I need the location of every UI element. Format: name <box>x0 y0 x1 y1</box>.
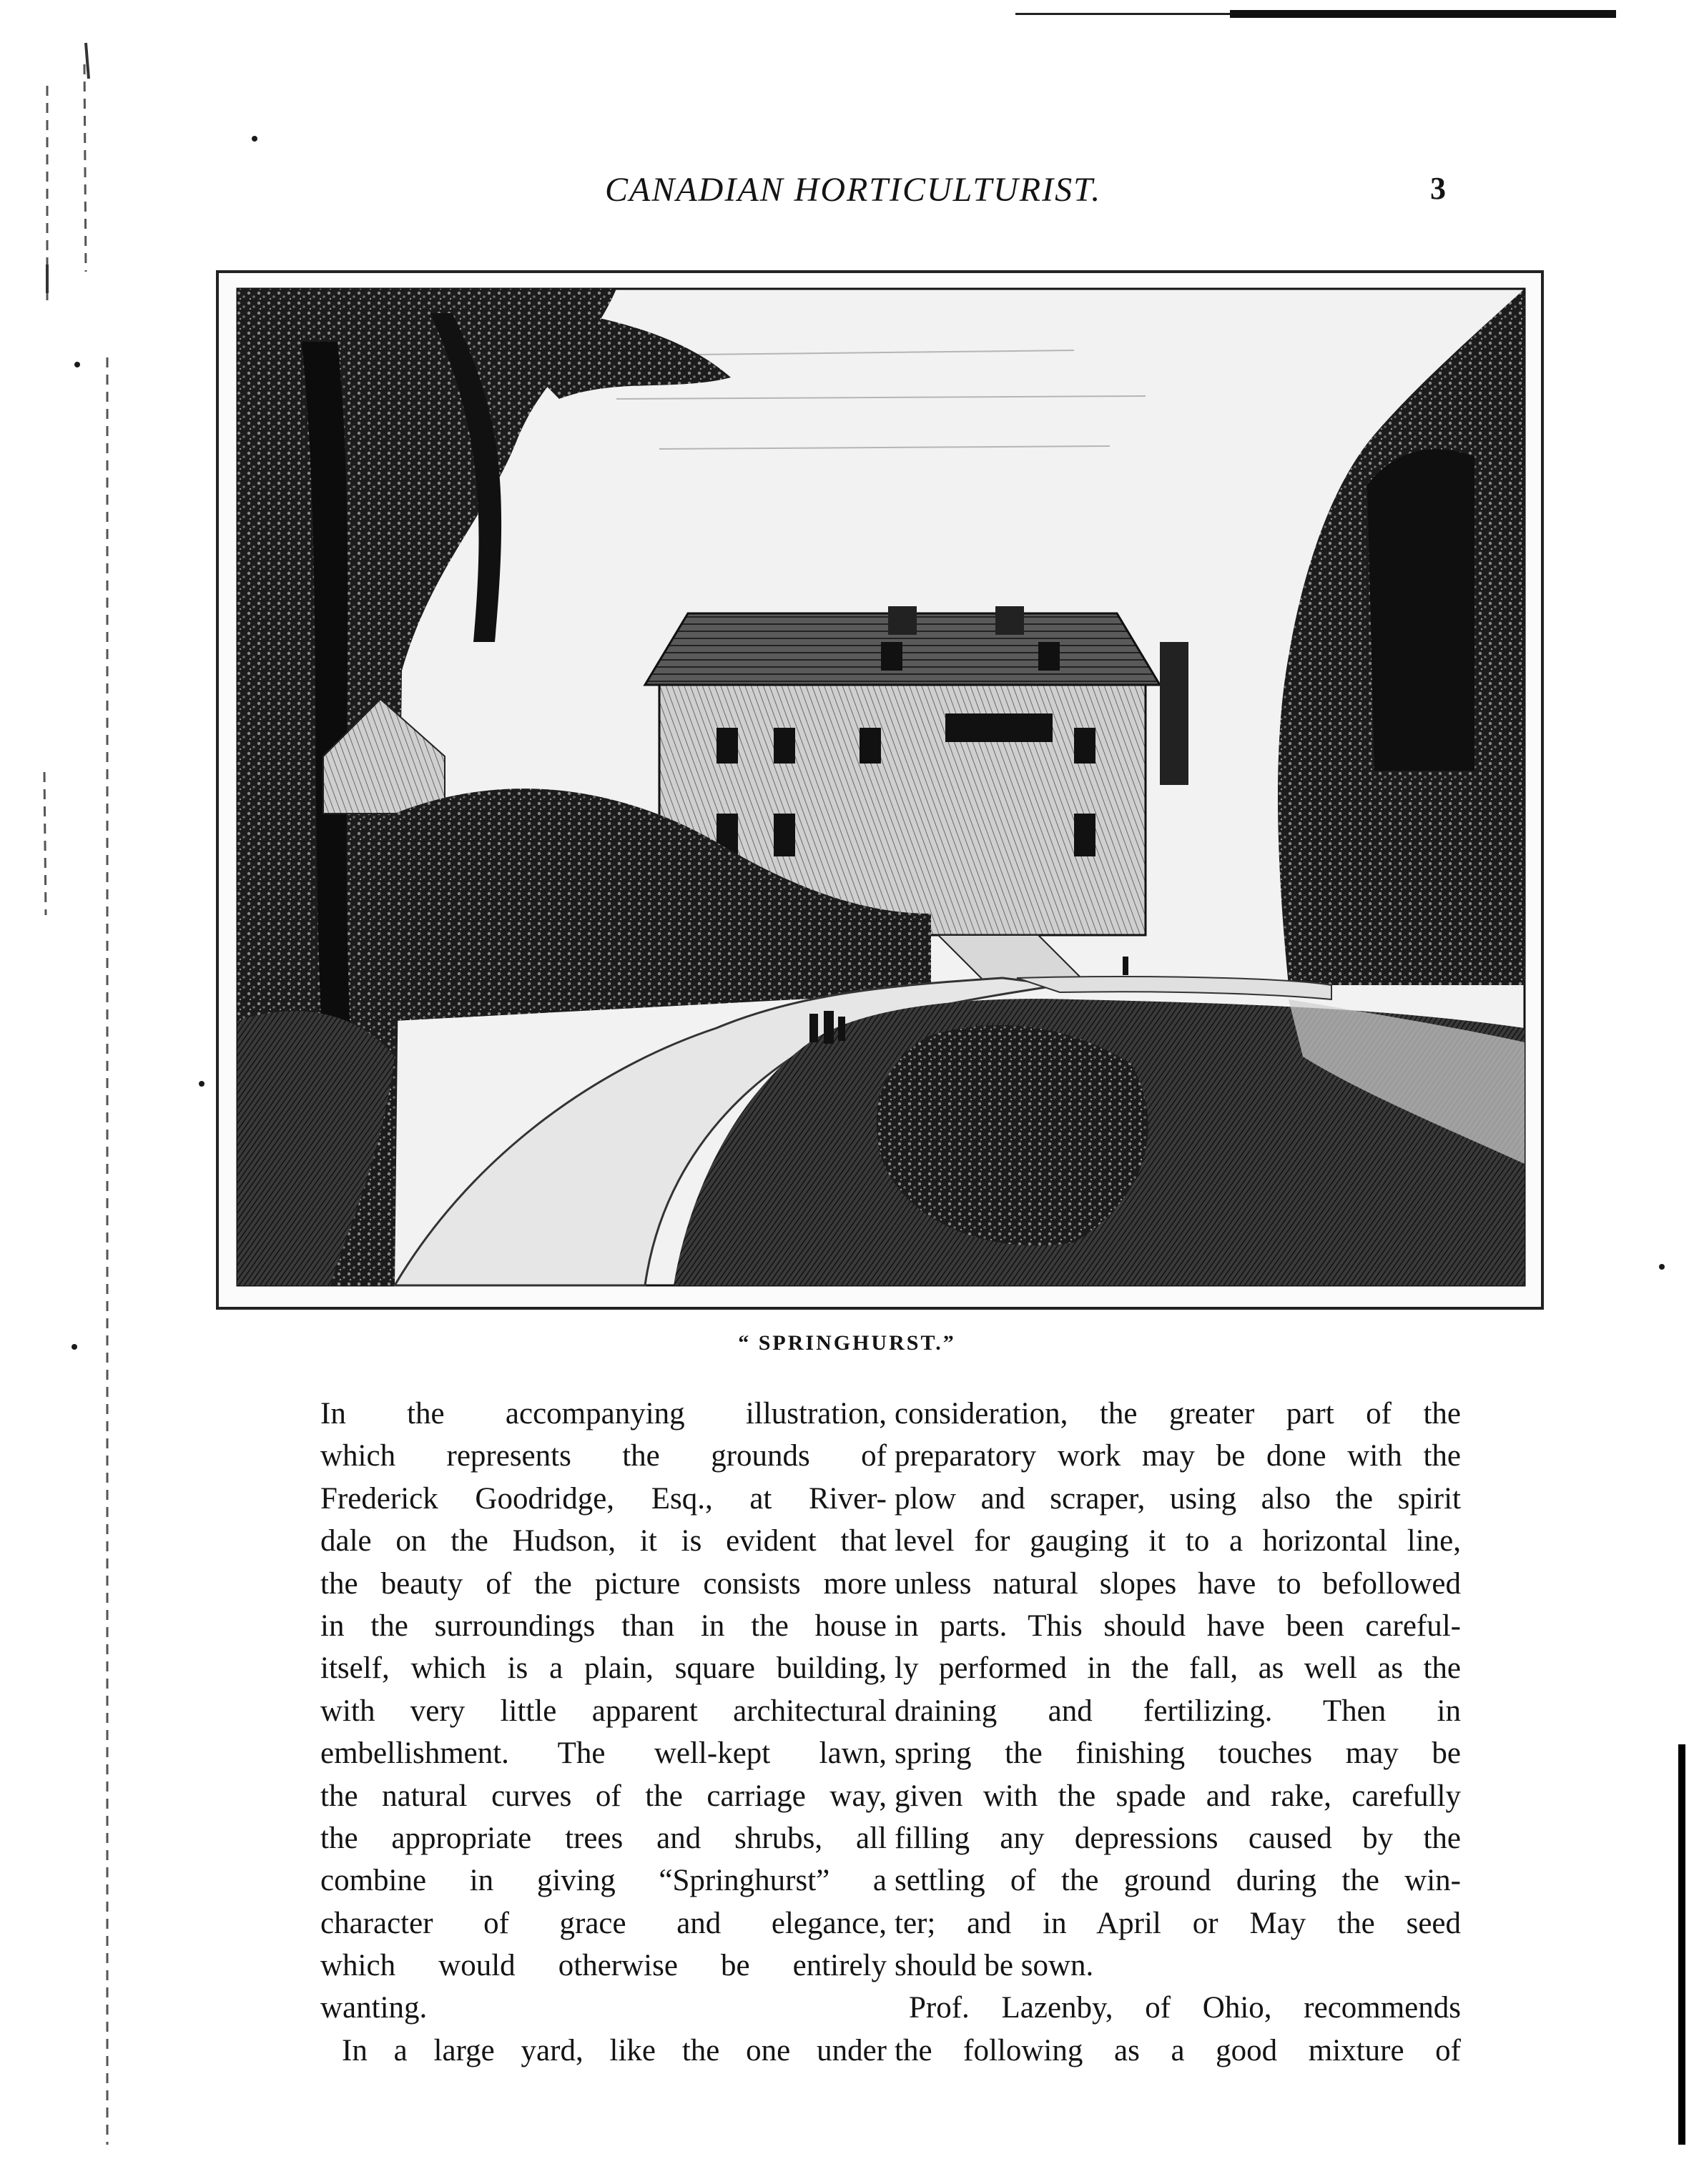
scan-edge-bar <box>1678 1744 1685 2145</box>
springhurst-engraving <box>216 270 1544 1310</box>
text-column-left <box>320 1393 887 2072</box>
text-line: the following as a good mixture of <box>895 2033 1461 2067</box>
text-line: settling of the ground during the win- <box>895 1864 1461 1898</box>
paragraph <box>320 1393 887 2030</box>
paragraph <box>895 1393 1461 1987</box>
scan-speck <box>199 1081 205 1087</box>
text-line: level for gauging it to a horizontal line, <box>895 1524 1461 1558</box>
text-line: spring the finishing touches may be <box>895 1736 1461 1771</box>
text-line: which would otherwise be entirely <box>320 1949 887 1983</box>
text-line: ly performed in the fall, as well as the <box>895 1651 1461 1686</box>
paragraph <box>320 2030 887 2072</box>
running-title: CANADIAN HORTICULTURIST. <box>605 171 1102 209</box>
text-column-right <box>895 1393 1461 2072</box>
text-line: consideration, the greater part of the <box>895 1397 1461 1431</box>
text-line: unless natural slopes have to befollowed <box>895 1566 1461 1601</box>
text-line: In the accompanying illustration, <box>320 1397 887 1431</box>
scan-speck <box>74 362 80 367</box>
running-head <box>179 170 1466 220</box>
text-line: Frederick Goodridge, Esq., at River- <box>320 1481 887 1516</box>
text-line: Prof. Lazenby, of Ohio, recommends <box>909 1991 1461 2025</box>
text-line: given with the spade and rake, carefully <box>895 1779 1461 1813</box>
text-line: which represents the grounds of <box>320 1439 887 1473</box>
text-line: with very little apparent architectural <box>320 1694 887 1728</box>
text-line: itself, which is a plain, square building, <box>320 1651 887 1686</box>
text-line: wanting. <box>320 1991 428 2025</box>
page-number: 3 <box>1430 171 1446 206</box>
text-line: should be sown. <box>895 1949 1094 1983</box>
margin-scan-marks <box>0 0 143 2184</box>
text-line: preparatory work may be done with the <box>895 1439 1461 1473</box>
text-line: in parts. This should have been careful- <box>895 1609 1461 1643</box>
text-line: character of grace and elegance, <box>320 1906 887 1940</box>
text-line: the appropriate trees and shrubs, all <box>320 1821 887 1855</box>
text-line: plow and scraper, using also the spirit <box>895 1481 1461 1516</box>
engraving-artwork <box>216 270 1544 1310</box>
text-line: in the surroundings than in the house <box>320 1609 887 1643</box>
text-line: the natural curves of the carriage way, <box>320 1779 887 1813</box>
figure-caption: “ SPRINGHURST.” <box>738 1331 956 1355</box>
text-line: In a large yard, like the one under <box>342 2033 887 2067</box>
text-line: ter; and in April or May the seed <box>895 1906 1461 1940</box>
scan-speck <box>1659 1264 1665 1270</box>
text-line: dale on the Hudson, it is evident that <box>320 1524 887 1558</box>
text-line: draining and fertilizing. Then in <box>895 1694 1461 1728</box>
text-line: the beauty of the picture consists more <box>320 1566 887 1601</box>
text-line: filling any depressions caused by the <box>895 1821 1461 1855</box>
text-line: embellishment. The well-kept lawn, <box>320 1736 887 1771</box>
scan-speck <box>252 136 257 142</box>
top-border-rule <box>1015 9 1616 20</box>
text-line: combine in giving “Springhurst” a <box>320 1864 887 1898</box>
paragraph <box>895 1987 1461 2072</box>
